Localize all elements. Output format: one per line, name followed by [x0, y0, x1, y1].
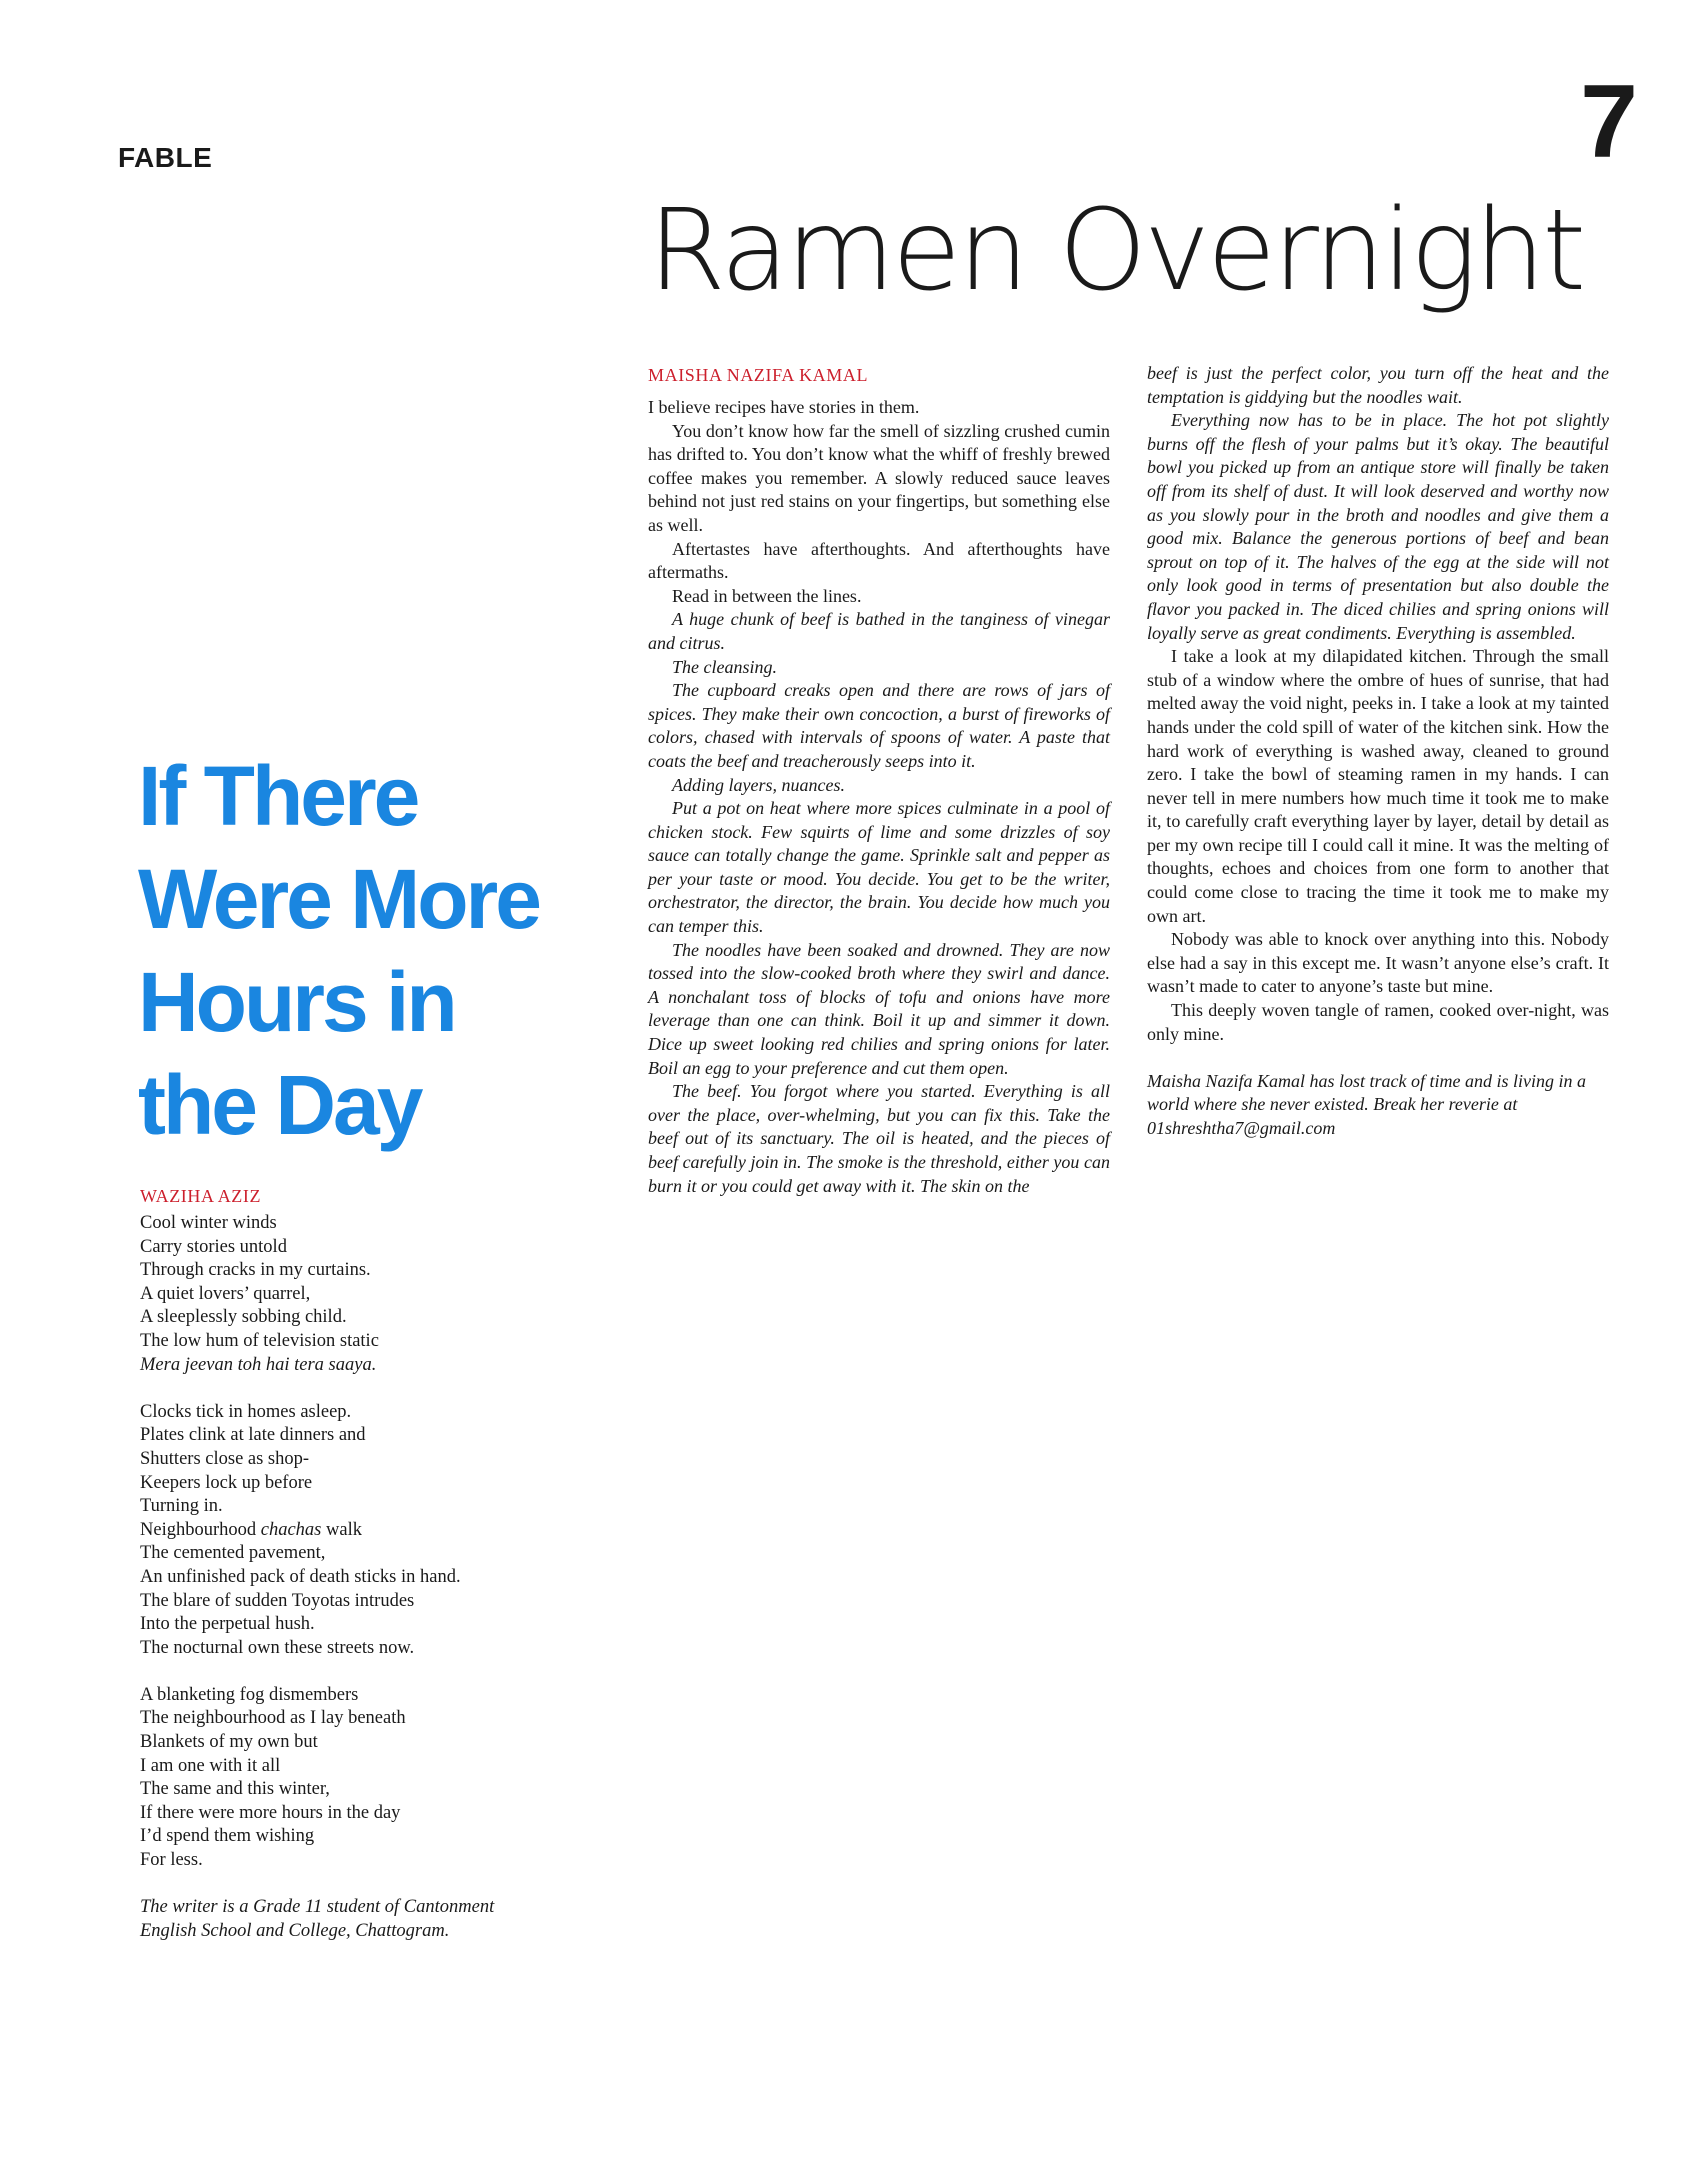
poem-author-byline: WAZIHA AZIZ [140, 1186, 262, 1206]
poem-line: Plates clink at late dinners and [140, 1425, 366, 1446]
article-paragraph: This deeply woven tangle of ramen, cooked over-night, was only mine. [1147, 1000, 1609, 1044]
poem-author-note: English School and College, Chattogram. [140, 1920, 450, 1941]
poem-line: The cemented pavement, [140, 1543, 326, 1564]
poem-line: The low hum of television static [140, 1330, 379, 1351]
article-paragraph: Read in between the lines. [672, 585, 862, 606]
stanza-break [140, 1377, 560, 1401]
poem-line: For less. [140, 1850, 203, 1871]
poem-line: Carry stories untold [140, 1236, 287, 1257]
poem-line: Blankets of my own but [140, 1732, 318, 1753]
poem-line: Shutters close as shop- [140, 1448, 310, 1469]
poem-line: The blare of sudden Toyotas intrudes [140, 1590, 415, 1611]
poem-line: A quiet lovers’ quarrel, [140, 1283, 311, 1304]
poem-line: Into the perpetual hush. [140, 1614, 315, 1635]
poem-line: Through cracks in my curtains. [140, 1260, 371, 1281]
stanza-break [140, 1873, 560, 1897]
poem-line: Clocks tick in homes asleep. [140, 1401, 352, 1422]
article-paragraph-italic: The noodles have been soaked and drowned. They are now tossed into the slow-cooked broth where they swirl and dance. A nonchalant toss of blocks of tofu and onions have more leverage than one can think. Boil it up and simmer it down. Dice up sweet looking red chilies and spring onions for later. Boil an egg to your preference and cut them open. [648, 939, 1110, 1078]
article-author-bio: Maisha Nazifa Kamal has lost track of time and is living in a world where she never existed. Break her reverie at 01shreshtha7@gmail.com [1147, 1070, 1587, 1138]
article-paragraph-italic: Everything now has to be in place. The hot pot slightly burns off the flesh of your palms but it’s okay. The beautiful bowl you picked up from an antique store will finally be taken off from its shelf of dust. It will look deserved and worthy now as you slowly pour in the broth and noodles and give them a good mix. Balance the generous portions of beef and bean sprout on top of it. The halves of the egg at the side will not only look good in terms of presentation but also double the flavor you packed in. The diced chilies and spring onions will loyally serve as great condiments. Everything is assembled. [1147, 410, 1609, 643]
article-paragraph: I believe recipes have stories in them. [648, 397, 920, 417]
poem-line: The neighbourhood as I lay beneath [140, 1708, 406, 1729]
poem-line: A sleeplessly sobbing child. [140, 1307, 347, 1328]
poem-line: The same and this winter, [140, 1779, 330, 1800]
article-paragraph-italic: Put a pot on heat where more spices culminate in a pool of chicken stock. Few squirts of lime and some drizzles of soy sauce can totally change the game. Sprinkle salt and pepper as per your taste or mood. You decide. You get to be the writer, orchestrator, the director, the brain. You decide how much you can temper this. [648, 798, 1110, 937]
article-paragraph-italic: A huge chunk of beef is bathed in the tanginess of vinegar and citrus. [648, 609, 1110, 653]
poem-line: If there were more hours in the day [140, 1802, 401, 1823]
article-paragraph: I take a look at my dilapidated kitchen. Through the small stub of a window where the ombre of hues of sunrise, that had melted away the void night, peeks in. I take a look at my tainted hands under the cold spill of water of the kitchen sink. How the hard work of everything is washed away, cleaned to ground zero. I take the bowl of steaming ramen in my hands. I can never tell in mere numbers how much time it took me to make it, to carefully craft everything layer by layer, detail by detail as per my own recipe till I could call it mine. It was the melting of thoughts, echoes and choices from one form to another that could come close to tracing the time it took me to make my own art. [1147, 646, 1609, 926]
article-paragraph: Aftertastes have afterthoughts. And afterthoughts have aftermaths. [648, 538, 1110, 583]
article-paragraph: Nobody was able to knock over anything into this. Nobody else had a say in this except me. It wasn’t anyone else’s craft. It wasn’t made to cater to anyone’s taste but mine. [1147, 929, 1609, 997]
poem-text: walk [321, 1519, 362, 1540]
poem-line: The nocturnal own these streets now. [140, 1637, 415, 1658]
article-column-2 [1147, 362, 1609, 1141]
article-paragraph-italic: The cleansing. [672, 656, 777, 677]
article-paragraph: You don’t know how far the smell of sizzling crushed cumin has drifted to. You don’t know what the whiff of freshly brewed coffee makes you remember. A slowly reduced sauce leaves behind not just red stains on your fingertips, but something else as well. [648, 420, 1110, 535]
poem-title-line: the Day [138, 1058, 421, 1152]
article-paragraph-italic: The beef. You forgot where you started. Everything is all over the place, over-whelming, but you can fix this. Take the beef out of its sanctuary. The oil is heated, and the pieces of beef carefully join in. The smoke is the threshold, either you can burn it or you could get away with it. The skin on the [648, 1081, 1110, 1196]
article-paragraph-italic: The cupboard creaks open and there are rows of jars of spices. They make their own concoction, a burst of fireworks of colors, chased with intervals of spoons of water. A paste that coats the beef and treacherously seeps into it. [648, 680, 1110, 771]
page-number: 7 [1580, 64, 1638, 180]
poem-title-line: Were More [138, 852, 539, 946]
poem-body [140, 1212, 560, 1943]
poem-line: I am one with it all [140, 1755, 281, 1776]
article-paragraph-italic: beef is just the perfect color, you turn off the heat and the temptation is giddying but the noodles wait. [1147, 363, 1609, 407]
poem-title-line: If There [138, 749, 418, 843]
poem-line: An unfinished pack of death sticks in hand. [140, 1566, 461, 1587]
poem-line [140, 1519, 560, 1543]
article-title: Ramen Overnight [648, 186, 1584, 316]
stanza-break [140, 1660, 560, 1684]
article-column-1 [648, 396, 1110, 1198]
poem-line: Cool winter winds [140, 1213, 277, 1233]
poem-title-line: Hours in [138, 955, 455, 1049]
section-label: FABLE [118, 142, 213, 173]
article-author-byline: MAISHA NAZIFA KAMAL [648, 365, 869, 385]
poem-title [138, 745, 568, 1157]
poem-line-italic: Mera jeevan toh hai tera saaya. [140, 1354, 377, 1375]
poem-author-note: The writer is a Grade 11 student of Cantonment [140, 1897, 495, 1918]
poem-line: Keepers lock up before [140, 1472, 313, 1493]
article-paragraph-italic: Adding layers, nuances. [672, 774, 845, 795]
poem-italic-word: chachas [260, 1519, 322, 1540]
poem-line: A blanketing fog dismembers [140, 1684, 359, 1705]
poem-line: Turning in. [140, 1496, 223, 1517]
poem-line: I’d spend them wishing [140, 1826, 315, 1847]
poem-text: Neighbourhood [140, 1519, 261, 1540]
